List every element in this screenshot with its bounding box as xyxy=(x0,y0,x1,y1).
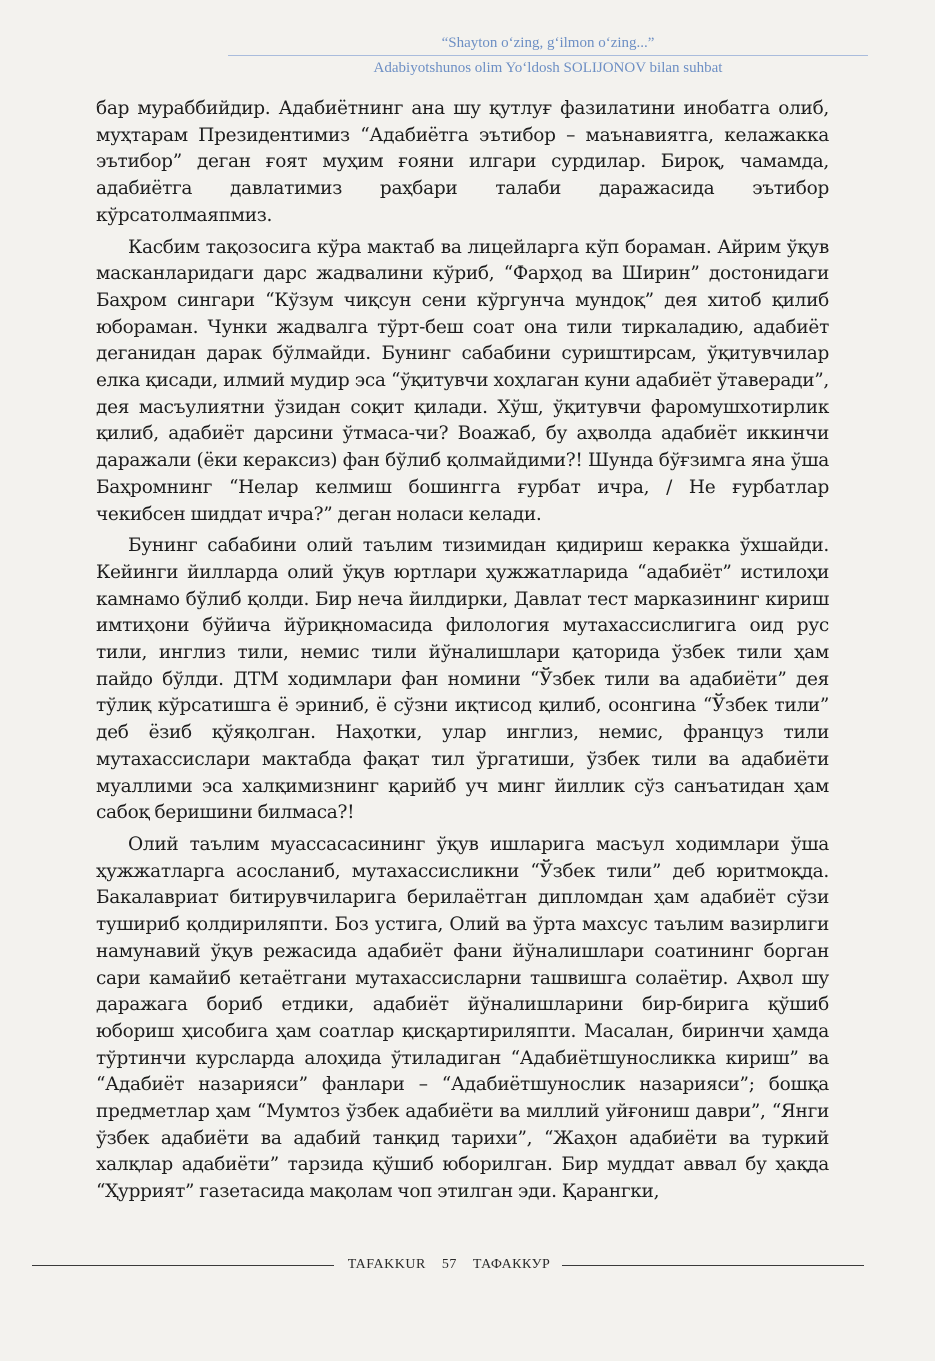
paragraph: Бунинг сабабини олий таълим тизимидан қидириш керакка ўхшайди. Кейинги йилларда олий ўқув юртлари ҳужжатларида “адабиёт” истилоҳи камнамо бўлиб қолди. Бир неча йилдирки, Давлат тест марказининг кириш имтиҳони бўйича йўриқномасида филология мутахассислигига оид рус тили, инглиз тили, немис тили йўналишлари қаторида ўзбек тили ҳам пайдо бўлди. ДТМ ходимлари фан номини “Ўзбек тили ва адабиёти” дея тўлиқ кўрсатишга ё эриниб, ё сўзни иқтисод қилиб, осонгина “Ўзбек тили” деб ёзиб қўяқолган. Наҳотки, улар инглиз, немис, француз тили мутахассислари мактабда фақат тил ўргатиши, ўзбек тили ва адабиёти муаллими эса халқимизнинг қарийб уч минг йиллик сўз санъатидан ҳам сабоқ беришини билмаса?! xyxy=(96,535,829,824)
article-body xyxy=(96,96,829,1211)
page-number: 57 xyxy=(441,1257,457,1272)
running-head-rule xyxy=(228,55,868,56)
page-footer xyxy=(32,1253,864,1277)
footer-rule-left xyxy=(32,1265,334,1266)
paragraph-continuation: бар мураббийдир. Адабиётнинг ана шу қутлуғ фазилатини инобатга олиб, муҳтарам Президентимиз “Адабиётга эътибор – маънавиятга, келажакка эътибор” деган ғоят муҳим ғояни илгари сурдилар. Бироқ, чамамда, адабиётга давлатимиз раҳбари талаби даражасида эътибор кўрсатолмаяпмиз. xyxy=(96,98,829,226)
footer-rule-right xyxy=(562,1265,864,1266)
footer-magazine-latin: TAFAKKUR xyxy=(347,1257,426,1272)
footer-magazine-cyrillic: ТАФАККУР xyxy=(472,1257,551,1272)
running-head-subtitle: Adabiyotshunos olim Yo‘ldosh SOLIJONOV bilan suhbat xyxy=(373,60,723,76)
paragraph: Олий таълим муассасасининг ўқув ишларига масъул ходимлари ўша ҳужжатларга асосланиб, мутахассисликни “Ўзбек тили” деб юритмоқда. Бакалавриат битирувчиларига берилаётган дипломдан ҳам адабиёт сўзи тушириб қолдириляпти. Боз устига, Олий ва ўрта махсус таълим вазирлиги намунавий ўқув режасида адабиёт фани йўналишлари соатининг борган сари камайиб кетаётгани мутахассисларни ташвишга солаётир. Аҳвол шу даражага бориб етдики, адабиёт йўналишларини бир-бирига қўшиб юбориш ҳисобига ҳам соатлар қисқартириляпти. Масалан, биринчи ҳамда тўртинчи курсларда алоҳида ўтиладиган “Адабиётшуносликка кириш” ва “Адабиёт назарияси” фанлари – “Адабиётшунослик назарияси”; бошқа предметлар ҳам “Мумтоз ўзбек адабиёти ва миллий уйғониш даври”, “Янги ўзбек адабиёти ва адабий танқид тарихи”, “Жаҳон адабиёти ва туркий халқлар адабиёти” тарзида қўшиб юборилган. Бир муддат аввал бу ҳақда “Ҳуррият” газетасида мақолам чоп этилган эди. Қарангки, xyxy=(96,833,829,1203)
running-head xyxy=(228,34,868,78)
running-head-title: “Shayton o‘zing, g‘ilmon o‘zing...” xyxy=(441,35,655,51)
paragraph: Касбим тақозосига кўра мактаб ва лицейларга кўп бораман. Айрим ўқув масканларидаги дарс жадвалини кўриб, “Фарҳод ва Ширин” достонидаги Баҳром сингари “Кўзум чиқсун сени кўргунча мундоқ” дея хитоб қилиб юбораман. Чунки жадвалга тўрт-беш соат она тили тиркаладию, адабиёт деганидан дарак бўлмайди. Бунинг сабабини суриштирсам, ўқитувчилар елка қисади, илмий мудир эса “ўқитувчи хоҳлаган куни адабиёт ўтаверади”, дея масъулиятни ўзидан соқит қилади. Хўш, ўқитувчи фаромушхотирлик қилиб, адабиёт дарсини ўтмаса-чи? Воажаб, бу аҳволда адабиёт иккинчи даражали (ёки кераксиз) фан бўлиб қолмайдими?! Шунда бўғзимга яна ўша Баҳромнинг “Нелар келмиш бошингга ғурбат ичра, / Не ғурбатлар чекибсен шиддат ичра?” деган ноласи келади. xyxy=(96,236,829,525)
